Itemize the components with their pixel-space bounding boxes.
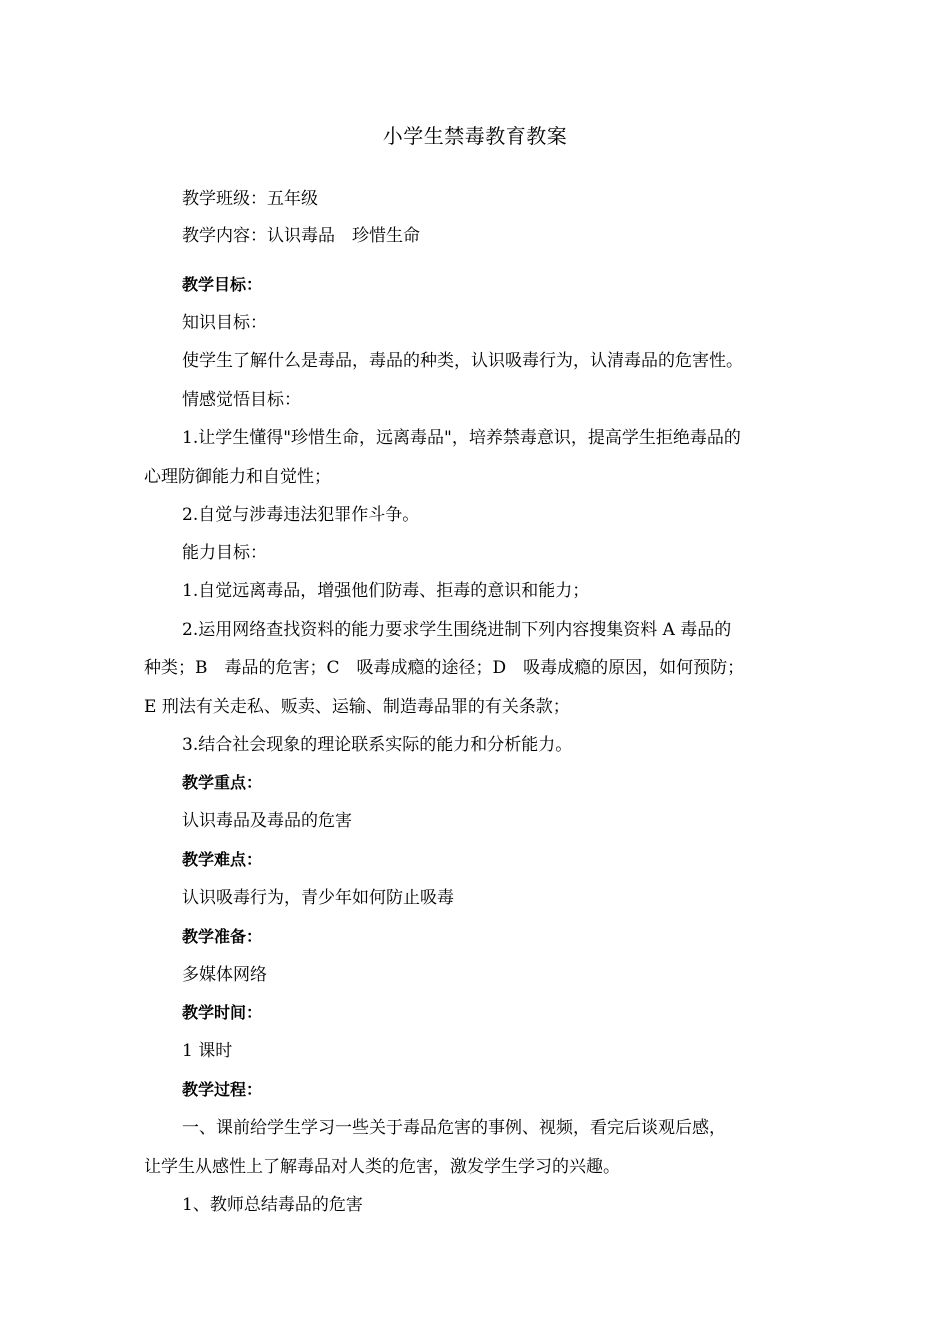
ability-item-3: 3.结合社会现象的理论联系实际的能力和分析能力。 bbox=[182, 735, 573, 755]
knowledge-heading: 知识目标： bbox=[182, 313, 267, 333]
process-item-1: 一、课前给学生学习一些关于毒品危害的事例、视频，看完后谈观后感， bbox=[182, 1118, 726, 1138]
emotion-heading: 情感觉悟目标： bbox=[182, 390, 301, 410]
process-item-2: 1、教师总结毒品的危害 bbox=[182, 1195, 363, 1215]
class-line: 教学班级：五年级 bbox=[182, 189, 318, 209]
ability-item-2-cont: 种类；B 毒品的危害；C 吸毒成瘾的途径；D 吸毒成瘾的原因，如何预防； bbox=[144, 658, 745, 678]
knowledge-text: 使学生了解什么是毒品，毒品的种类，认识吸毒行为，认清毒品的危害性。 bbox=[182, 351, 743, 371]
prep-text: 多媒体网络 bbox=[182, 965, 267, 985]
ability-item-2-cont2: E 刑法有关走私、贩卖、运输、制造毒品罪的有关条款； bbox=[144, 697, 570, 717]
prep-heading: 教学准备： bbox=[182, 927, 263, 946]
emotion-item-1: 1.让学生懂得"珍惜生命，远离毒品"，培养禁毒意识，提高学生拒绝毒品的 bbox=[182, 428, 741, 448]
emotion-item-2: 2.自觉与涉毒违法犯罪作斗争。 bbox=[182, 505, 420, 525]
process-heading: 教学过程： bbox=[182, 1080, 263, 1099]
difficult-heading: 教学难点： bbox=[182, 850, 263, 869]
time-heading: 教学时间： bbox=[182, 1003, 263, 1022]
ability-item-2: 2.运用网络查找资料的能力要求学生围绕进制下列内容搜集资料 A 毒品的 bbox=[182, 620, 732, 640]
document-title: 小学生禁毒教育教案 bbox=[382, 124, 568, 148]
key-heading: 教学重点： bbox=[182, 773, 263, 792]
time-text: 1 课时 bbox=[182, 1041, 233, 1061]
key-text: 认识毒品及毒品的危害 bbox=[182, 811, 352, 831]
ability-heading: 能力目标： bbox=[182, 543, 267, 563]
emotion-item-1-cont: 心理防御能力和自觉性； bbox=[144, 467, 331, 487]
goals-heading: 教学目标： bbox=[182, 275, 263, 294]
ability-item-1: 1.自觉远离毒品，增强他们防毒、拒毒的意识和能力； bbox=[182, 581, 590, 601]
difficult-text: 认识吸毒行为，青少年如何防止吸毒 bbox=[182, 888, 454, 908]
content-line: 教学内容：认识毒品 珍惜生命 bbox=[182, 226, 420, 246]
process-item-1-cont: 让学生从感性上了解毒品对人类的危害，激发学生学习的兴趣。 bbox=[144, 1157, 620, 1177]
